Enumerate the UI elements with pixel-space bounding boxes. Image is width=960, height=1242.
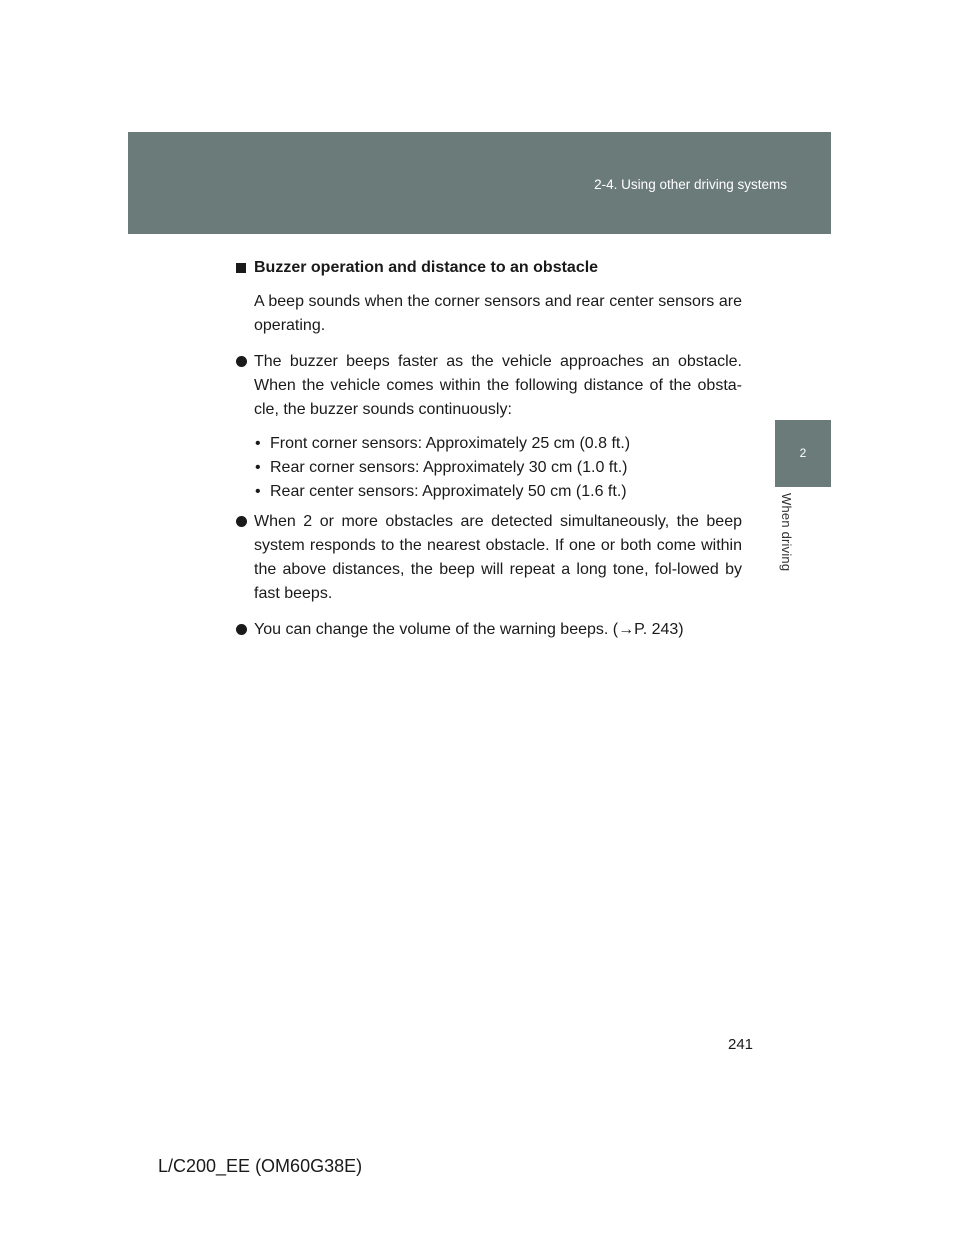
round-bullet-icon [236, 624, 247, 635]
list-item-text: The buzzer beeps faster as the vehicle approaches an obstacle. When the vehicle comes within the following distance of the obsta-cle, the buzzer sounds continuously: [254, 353, 742, 418]
main-content [232, 256, 742, 642]
round-bullet-icon [236, 516, 247, 527]
document-code: L/C200_EE (OM60G38E) [158, 1156, 363, 1176]
small-bullet-icon: • [255, 459, 261, 476]
section-heading-text: Buzzer operation and distance to an obstacle [254, 259, 599, 276]
list-item [232, 618, 742, 642]
round-bullet-icon [236, 356, 247, 367]
distance-list-item [254, 456, 742, 480]
distance-list [254, 432, 742, 504]
list-item [232, 350, 742, 422]
section-title: 2-4. Using other driving systems [594, 177, 787, 192]
intro-paragraph: A beep sounds when the corner sensors and rear center sensors are operating. [254, 293, 742, 334]
list-item-text: When 2 or more obstacles are detected simultaneously, the beep system responds to the nearest obstacle. If one or both come within the above distances, the beep will repeat a long tone, fol-lowed by fast beeps. [254, 513, 742, 602]
distance-text: Rear center sensors: Approximately 50 cm (1.6 ft.) [270, 483, 627, 500]
distance-list-item [254, 432, 742, 456]
chapter-number: 2 [799, 446, 807, 460]
page-number: 241 [728, 1036, 754, 1053]
section-header-band [128, 132, 831, 234]
list-item [232, 510, 742, 606]
chapter-label: When driving [779, 493, 794, 572]
square-bullet-icon [236, 263, 246, 273]
list-item-text: You can change the volume of the warning beeps. (→P. 243) [254, 621, 684, 638]
distance-text: Rear corner sensors: Approximately 30 cm (1.0 ft.) [270, 459, 628, 476]
small-bullet-icon: • [255, 435, 261, 452]
distance-text: Front corner sensors: Approximately 25 cm (0.8 ft.) [270, 435, 631, 452]
section-heading [232, 256, 742, 280]
chapter-tab [775, 420, 831, 487]
distance-list-item [254, 480, 742, 504]
small-bullet-icon: • [255, 483, 261, 500]
